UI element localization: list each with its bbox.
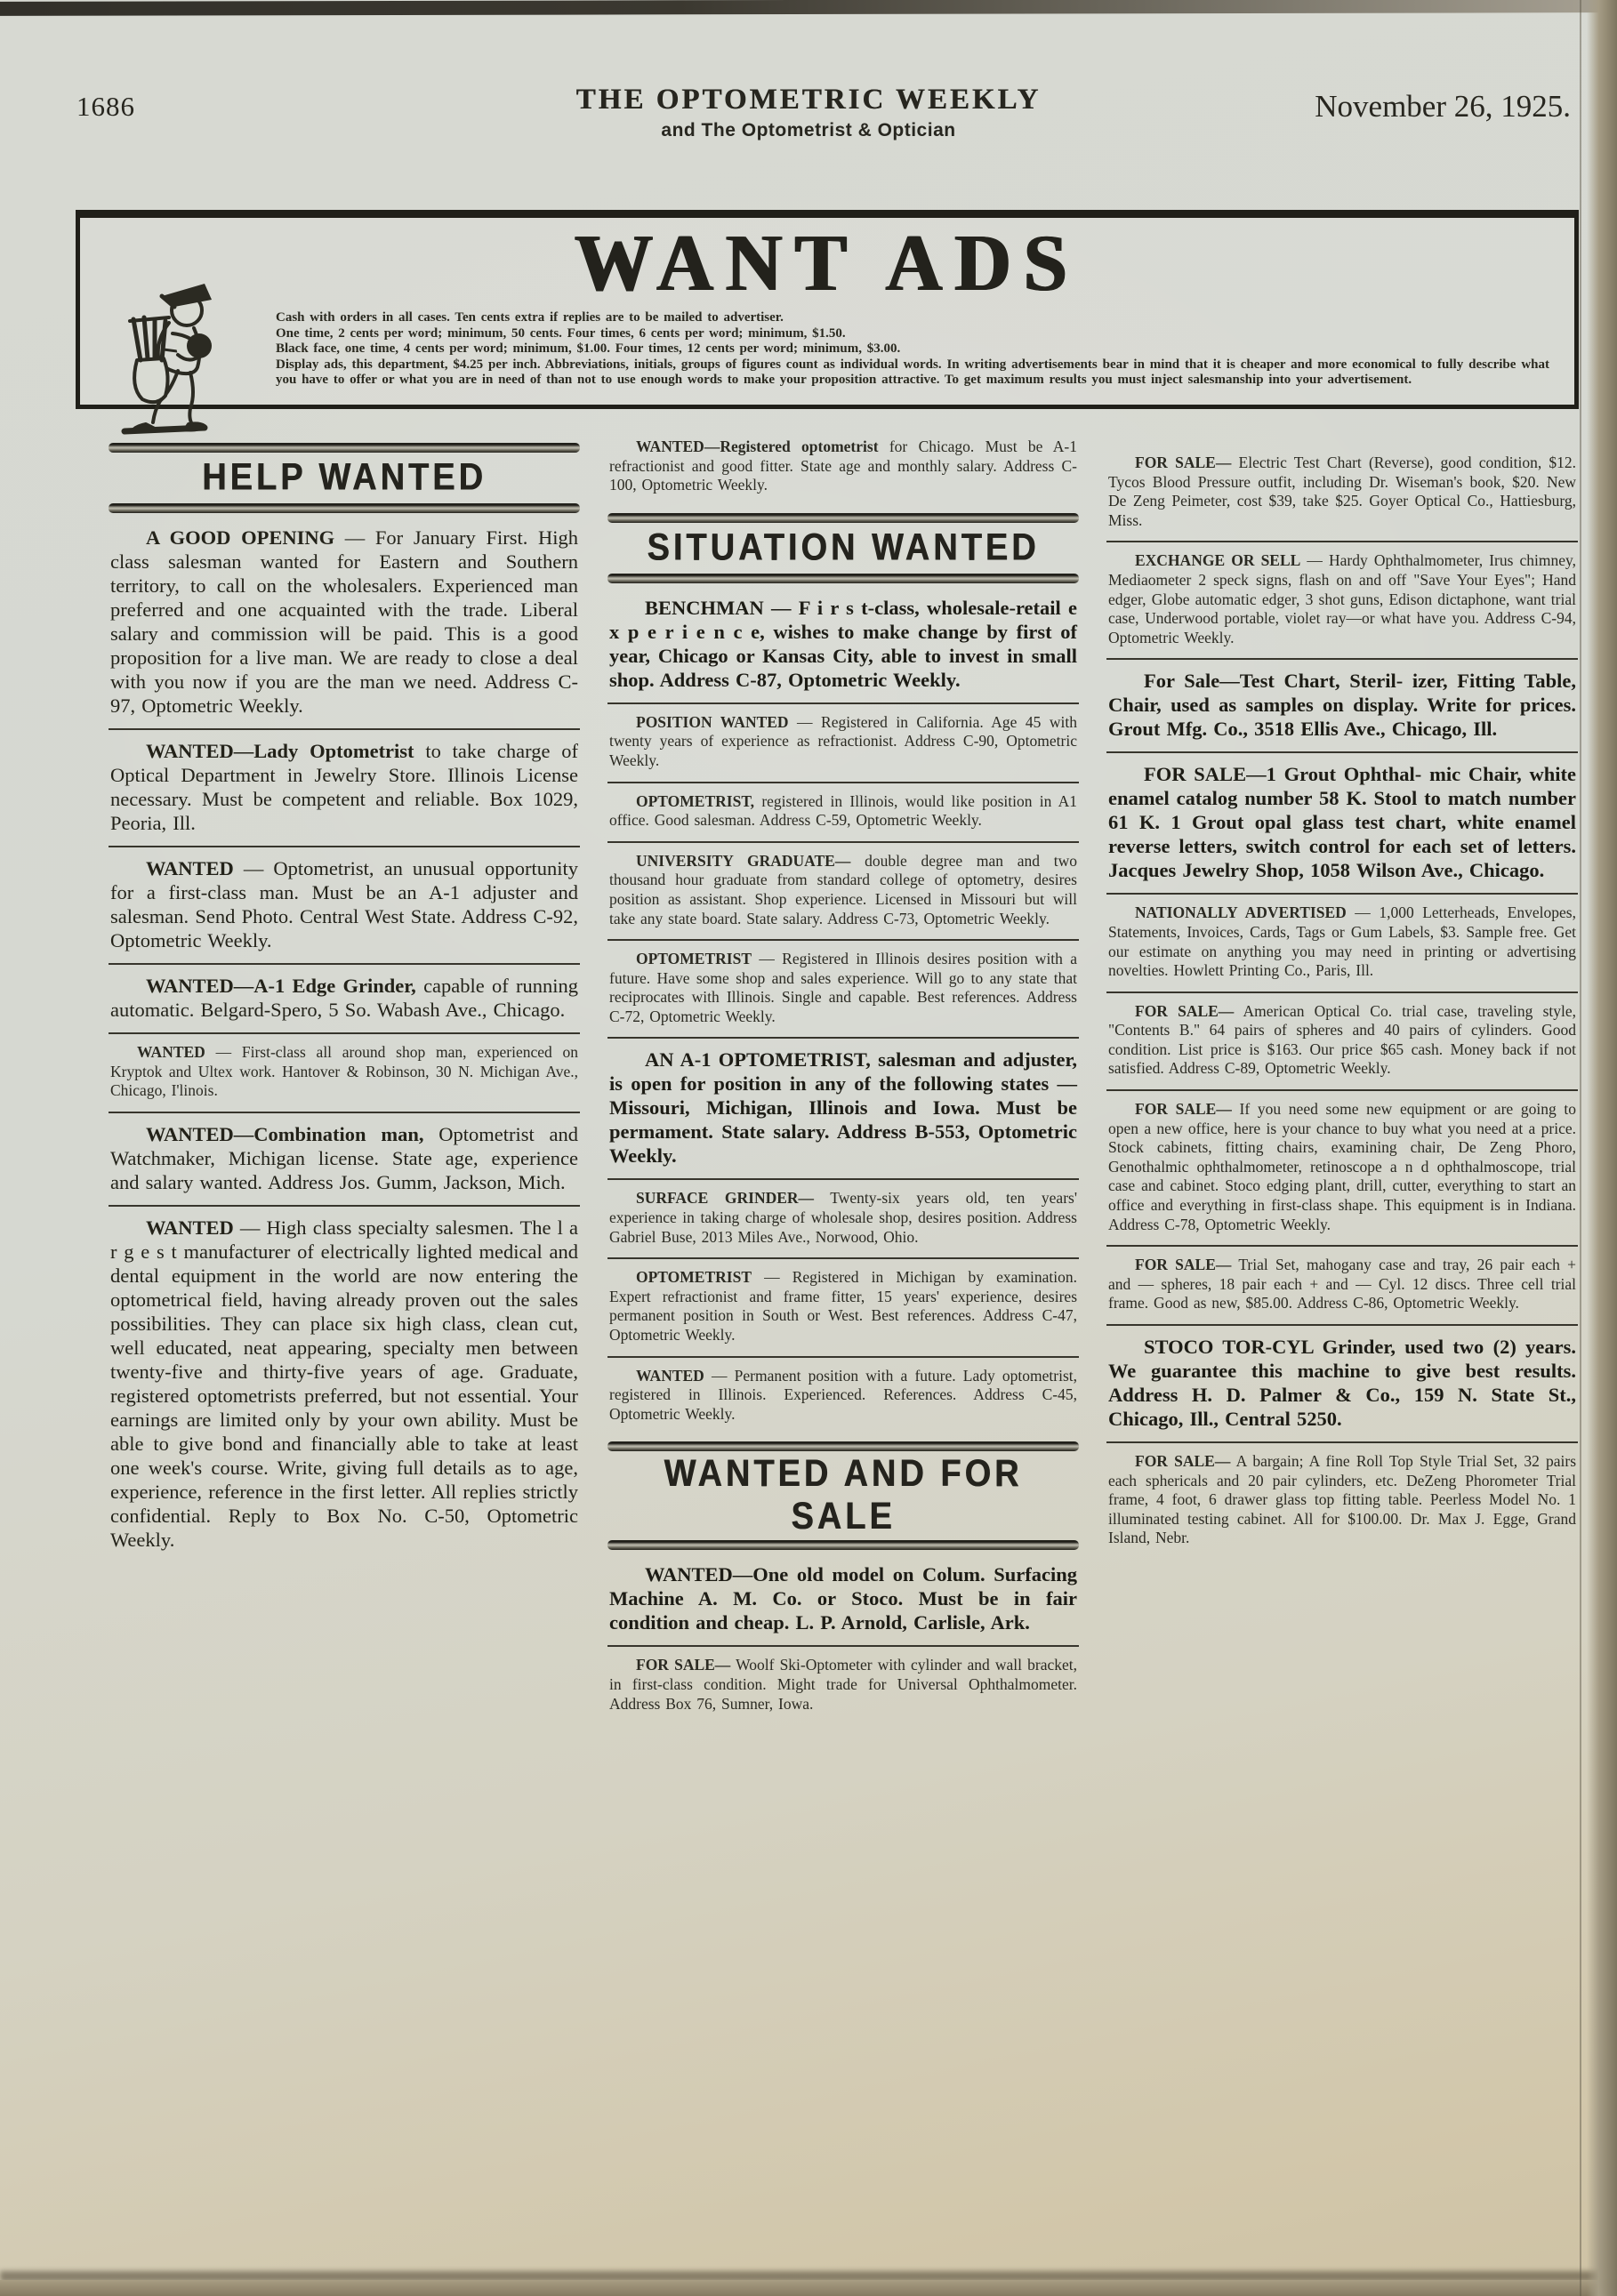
- ad-body: — High class specialty salesmen. The l a r g e s t manufacturer of electrically lighted medical and dental equipment in the world are now entering the optometrical field, having already proven out the sales possibilities. They can place six high class, clean cut, well educated, neat appearing, specialty men between twenty-five and thirty-five years of age. Graduate, registered optometrists preferred, but not essential. Your earnings are limited only by your own ability. Must be able to give bond and financially able to take at least one week's course. Write, giving full details as to age, experience, reference in the first letter. All replies strictly confidential. Reply to Box No. C-50, Optometric Weekly.: [110, 1216, 578, 1551]
- classified-ad: [607, 1037, 1079, 1178]
- classified-ad: [1106, 1441, 1578, 1559]
- ad-body: American Optical Co. trial case, traveling style, "Contents B." 64 pairs of spheres and 40 pairs of cylinders. Good condition. List price is $163. Our price $65 cash. Money back if not satisfied. Address C-89, Optometric Weekly.: [1108, 1001, 1576, 1078]
- ad-lead: WANTED—Combination man,: [146, 1122, 424, 1145]
- ad-lead: NATIONALLY ADVERTISED: [1135, 903, 1347, 922]
- ad-body: capable of running automatic. Belgard-Spero, 5 So. Wabash Ave., Chicago.: [110, 974, 578, 1021]
- rate-line: One time, 2 cents per word; minimum, 50 cents. Four times, 6 cents per word; minimum, $1.50.: [276, 325, 846, 341]
- classified-ad: [607, 1645, 1079, 1724]
- ad-lead: WANTED—Registered optometrist: [636, 437, 879, 455]
- want-ads-title: WANT ADS: [575, 219, 1080, 309]
- ad-lead: WANTED: [146, 1216, 234, 1239]
- ad-lead: WANTED—A-1 Edge Grinder,: [146, 974, 416, 997]
- rate-fine-print: [276, 310, 1549, 389]
- ad-lead: For Sale—Test Chart, Steril-: [1144, 670, 1404, 693]
- ad-lead: WANTED—Lady Optometrist: [146, 739, 414, 762]
- ad-lead: FOR SALE—: [1135, 1452, 1231, 1470]
- scan-right-crease: [1580, 0, 1581, 2296]
- classified-ad: [607, 1553, 1079, 1645]
- ad-lead: FOR SALE—: [1135, 1100, 1232, 1119]
- ad-lead: WANTED: [137, 1042, 205, 1061]
- classified-ad: [109, 728, 580, 846]
- ad-body: — F i r s t-class, wholesale-retail e x p e r i e n c e, wishes to make change by first of year, Chicago or Kansas City, able to invest in small shop. Address C-87, Optometric Weekly.: [609, 596, 1077, 691]
- ad-body: — Registered in California. Age 45 with twenty years of experience as refractionist. Address C-90, Optometric Weekly.: [609, 712, 1077, 769]
- header-rule-bar: [109, 443, 580, 453]
- ad-body: Electric Test Chart (Reverse), good condition, $12. Tycos Blood Pressure outfit, including Dr. Wiseman's book, $20. New De Zeng Peimeter, cost $39, take $25. Goyer Optical Co., Hattiesburg, Miss.: [1108, 453, 1577, 529]
- ad-lead: WANTED: [636, 1366, 704, 1385]
- classified-ad: [1106, 541, 1578, 658]
- header-rule-bar: [607, 574, 1079, 583]
- classified-ad: [607, 939, 1079, 1037]
- issue-date: November 26, 1925.: [1315, 89, 1571, 124]
- ad-body: — Registered in Illinois desires position with a future. Have some shop and sales experience. Will go to any state that reciprocates with Illinois. Single and capable. Best references. Address C-72, Optometric Weekly.: [609, 950, 1078, 1025]
- section-title: WANTED AND FOR SALE: [664, 1453, 1023, 1538]
- classified-ad: [1106, 751, 1578, 893]
- ad-body: A bargain; A fine Roll Top Style Trial Set, 32 pairs each sphericals and 20 pair cylinders, etc. DeZeng Phorometer Trial frame, 4 foot, 6 drawer glass top fitting table. Peerless Model No. 1 illuminated testing cabinet. All for $100.00. Dr. Max J. Egge, Grand Island, Nebr.: [1108, 1452, 1577, 1547]
- classified-ad: [607, 841, 1079, 939]
- ad-body: double degree man and two thousand hour graduate from standard college of optometry, desires position as assistant. Shop experience. Licensed in Missouri but will take any state board. State salary. Address C-73, Optometric Weekly.: [609, 851, 1077, 927]
- column-left: [109, 427, 580, 1562]
- classified-ad: [607, 587, 1079, 702]
- page-number: 1686: [76, 91, 135, 122]
- ad-body: — 1,000 Letterheads, Envelopes, Statements, Invoices, Cards, Tags or Gum Labels, $3. Sample free. Get our estimate on anything you may need in printing or advertising novelties. Howlett Printing Co., Paris, Ill.: [1108, 903, 1576, 980]
- ad-body: Colum. Surfacing Machine A. M. Co. or Stoco. Must be in fair condition and cheap. L. P. Arnold, Carlisle, Ark.: [609, 1563, 1077, 1634]
- ad-body: mic Chair, white enamel catalog number 58 K. Stool to match number 61 K. 1 Grout opal glass test chart, white enamel reverse letters, switch control for each set of letters. Jacques Jewelry Shop, 1058 Wilson Ave., Chicago.: [1108, 763, 1576, 882]
- ad-body: — Permanent position with a future. Lady optometrist, registered in Illinois. Experienced. References. Address C-45, Optometric Weekly.: [609, 1366, 1077, 1423]
- ad-lead: WANTED—One old model on: [645, 1563, 914, 1586]
- scan-right-edge: [1587, 0, 1617, 2296]
- classified-ad: [1106, 991, 1578, 1089]
- ad-lead: OPTOMETRIST,: [636, 791, 755, 810]
- ad-body: izer, Fitting Table, Chair, used as samples on display. Write for prices. Grout Mfg. Co., 3518 Ellis Ave., Chicago, Ill.: [1108, 670, 1576, 741]
- classified-ad: [109, 963, 580, 1032]
- ad-lead: STOCO TOR-CYL Grinder,: [1144, 1336, 1396, 1358]
- classified-ad: [109, 517, 580, 728]
- rate-line: Black face, one time, 4 cents per word; minimum, $1.00. Four times, 12 cents per word; minimum, $3.00.: [276, 341, 901, 357]
- classified-ad: [607, 702, 1079, 782]
- classified-columns: [0, 409, 1617, 1724]
- masthead: [576, 84, 1042, 141]
- ad-lead: OPTOMETRIST: [636, 1268, 752, 1287]
- classified-ad: [1106, 445, 1578, 541]
- header-rule-bar: [607, 1540, 1079, 1550]
- ad-lead: OPTOMETRIST: [636, 950, 752, 968]
- classified-ad: [607, 1178, 1079, 1257]
- rate-paragraph: Display ads, this department, $4.25 per inch. Abbreviations, initials, groups of figures count as individual words. In writing advertisements bear in mind that it is cheaper and more economical to fully describe what you have to offer or what you are in need of than not to use enough words to make your proposition attractive. To get maximum results you must inject salesmanship into your advertisement.: [276, 357, 1549, 388]
- ad-body: to take charge of Optical Department in Jewelry Store. Illinois License necessary. Must be competent and reliable. Box 1029, Peoria, Ill.: [110, 739, 579, 834]
- classified-ad: [607, 429, 1079, 506]
- classified-ad: [109, 846, 580, 963]
- section-header: [607, 513, 1079, 583]
- ad-lead: POSITION WANTED: [636, 712, 789, 731]
- ad-lead: FOR SALE—1 Grout Ophthal-: [1144, 763, 1422, 786]
- ad-lead: FOR SALE—: [1135, 453, 1232, 471]
- section-title: HELP WANTED: [202, 456, 487, 499]
- ad-lead: FOR SALE—: [1135, 1001, 1235, 1020]
- page-header: [0, 0, 1617, 210]
- ad-lead: EXCHANGE OR SELL: [1135, 551, 1301, 570]
- classified-ad: [607, 782, 1079, 841]
- classified-ad: [1106, 1324, 1578, 1441]
- ad-body: — Hardy Ophthalmometer, Irus chimney, Mediaometer 2 speck signs, flash on and off "Save Your Eyes"; Hand edger, Globe automatic edger, 3 shot guns, Edison dictaphone, want trial case, Underwood portable, violet ray—or what have you. Address C-94, Optometric Weekly.: [1108, 551, 1577, 646]
- header-rule-bar: [607, 1441, 1079, 1451]
- classified-ad: [1106, 1089, 1578, 1245]
- ad-body: — Registered in Michigan by examination. Expert refractionist and frame fitter, 15 years' experience, desires permanent position in South or West. Best references. Address C-47, Optometric Weekly.: [609, 1268, 1077, 1345]
- masthead-title: THE OPTOMETRIC WEEKLY: [575, 84, 1042, 116]
- ad-lead: A GOOD OPENING: [146, 526, 335, 549]
- ad-body: Twenty-six years old, ten years' experience in taking charge of wholesale shop, desires position. Address Gabriel Buse, 2013 Miles Ave., Norwood, Ohio.: [609, 1189, 1077, 1246]
- classified-ad: [607, 1356, 1079, 1435]
- header-rule-bar: [607, 513, 1079, 523]
- ad-body: salesman and adjuster, is open for position in any of the following states — Missouri, Michigan, Illinois and Iowa. Must be permament. State salary. Address B-553, Optometric Weekly.: [609, 1048, 1077, 1168]
- ad-body: — First-class all around shop man, experienced on Kryptok and Ultex work. Hantover & Robinson, 30 N. Michigan Ave., Chicago, I'linois.: [110, 1042, 579, 1100]
- want-ads-rate-box: [76, 210, 1579, 409]
- classified-ad: [1106, 893, 1578, 991]
- classified-ad: [1106, 1245, 1578, 1324]
- ad-body: If you need some new equipment or are going to open a new office, here is your chance to buy what you need at a price. Stock cabinets, fitting chairs, examining chair, De Zeng Phoro, Genothalmic ophthalmometer, retinoscope a n d ophthalmoscope, trial case and cabinet. Stoco edging plant, drill, cutter, everything to start an office and everything in first-class shape. This equipment is in Indiana. Address C-78, Optometric Weekly.: [1108, 1100, 1577, 1233]
- newsboy-cartoon: [100, 264, 278, 442]
- classified-ad: [607, 1257, 1079, 1355]
- masthead-subtitle: and The Optometrist & Optician: [661, 120, 956, 140]
- ad-body: for Chicago. Must be A-1 refractionist and good fitter. State age and monthly salary. Address C-100, Optometric Weekly.: [609, 437, 1078, 494]
- ad-body: registered in Illinois, would like position in A1 office. Good salesman. Address C-59, Optometric Weekly.: [609, 791, 1077, 830]
- ad-lead: FOR SALE—: [636, 1656, 731, 1674]
- ad-body: — Optometrist, an unusual opportunity for a first-class man. Must be an A-1 adjuster and salesman. Send Photo. Central West State. Address C-92, Optometric Weekly.: [110, 856, 579, 951]
- header-rule-bar: [109, 503, 580, 513]
- section-title: SITUATION WANTED: [647, 526, 1040, 569]
- ad-lead: WANTED: [146, 856, 234, 879]
- ad-lead: BENCHMAN: [645, 596, 764, 619]
- ad-body: Trial Set, mahogany case and tray, 26 pair each + and — spheres, 18 pair each + and — Cyl. 12 discs. Three cell trial frame. Good as new, $85.00. Address C-86, Optometric Weekly.: [1108, 1256, 1577, 1313]
- ad-lead: FOR SALE—: [1135, 1256, 1232, 1274]
- ad-lead: UNIVERSITY GRADUATE—: [636, 851, 851, 870]
- ad-body: Woolf Ski-Optometer with cylinder and wall bracket, in first-class condition. Might trade for Universal Ophthalmometer. Address Box 76, Sumner, Iowa.: [609, 1656, 1077, 1713]
- classified-ad: [109, 1112, 580, 1205]
- column-right: [1106, 427, 1578, 1559]
- section-header: [109, 443, 580, 513]
- classified-ad: [109, 1205, 580, 1562]
- ad-body: used two (2) years. We guarantee this machine to give best results. Address H. D. Palmer & Co., 159 N. State St., Chicago, Ill., Central 5250.: [1108, 1336, 1576, 1430]
- column-middle: [607, 427, 1079, 1724]
- classified-ad: [109, 1032, 580, 1112]
- ad-lead: AN A-1 OPTOMETRIST,: [645, 1048, 871, 1072]
- ad-body: Optometrist and Watchmaker, Michigan license. State age, experience and salary wanted. Address Jos. Gumm, Jackson, Mich.: [110, 1122, 578, 1193]
- rate-line: Cash with orders in all cases. Ten cents extra if replies are to be mailed to advertiser.: [276, 310, 784, 325]
- classified-ad: [1106, 658, 1578, 751]
- section-header: [607, 1441, 1079, 1550]
- ad-lead: SURFACE GRINDER—: [636, 1189, 815, 1208]
- ad-body: — For January First. High class salesman wanted for Eastern and Southern territory, to call on the wholesalers. Experienced man preferred and one acquainted with the trade. Liberal salary and commission will be paid. This is a good proposition for a live man. We are ready to close a deal with you now if you are the man we need. Address C-97, Optometric Weekly.: [110, 526, 578, 717]
- scan-bottom-edge: [0, 2280, 1617, 2296]
